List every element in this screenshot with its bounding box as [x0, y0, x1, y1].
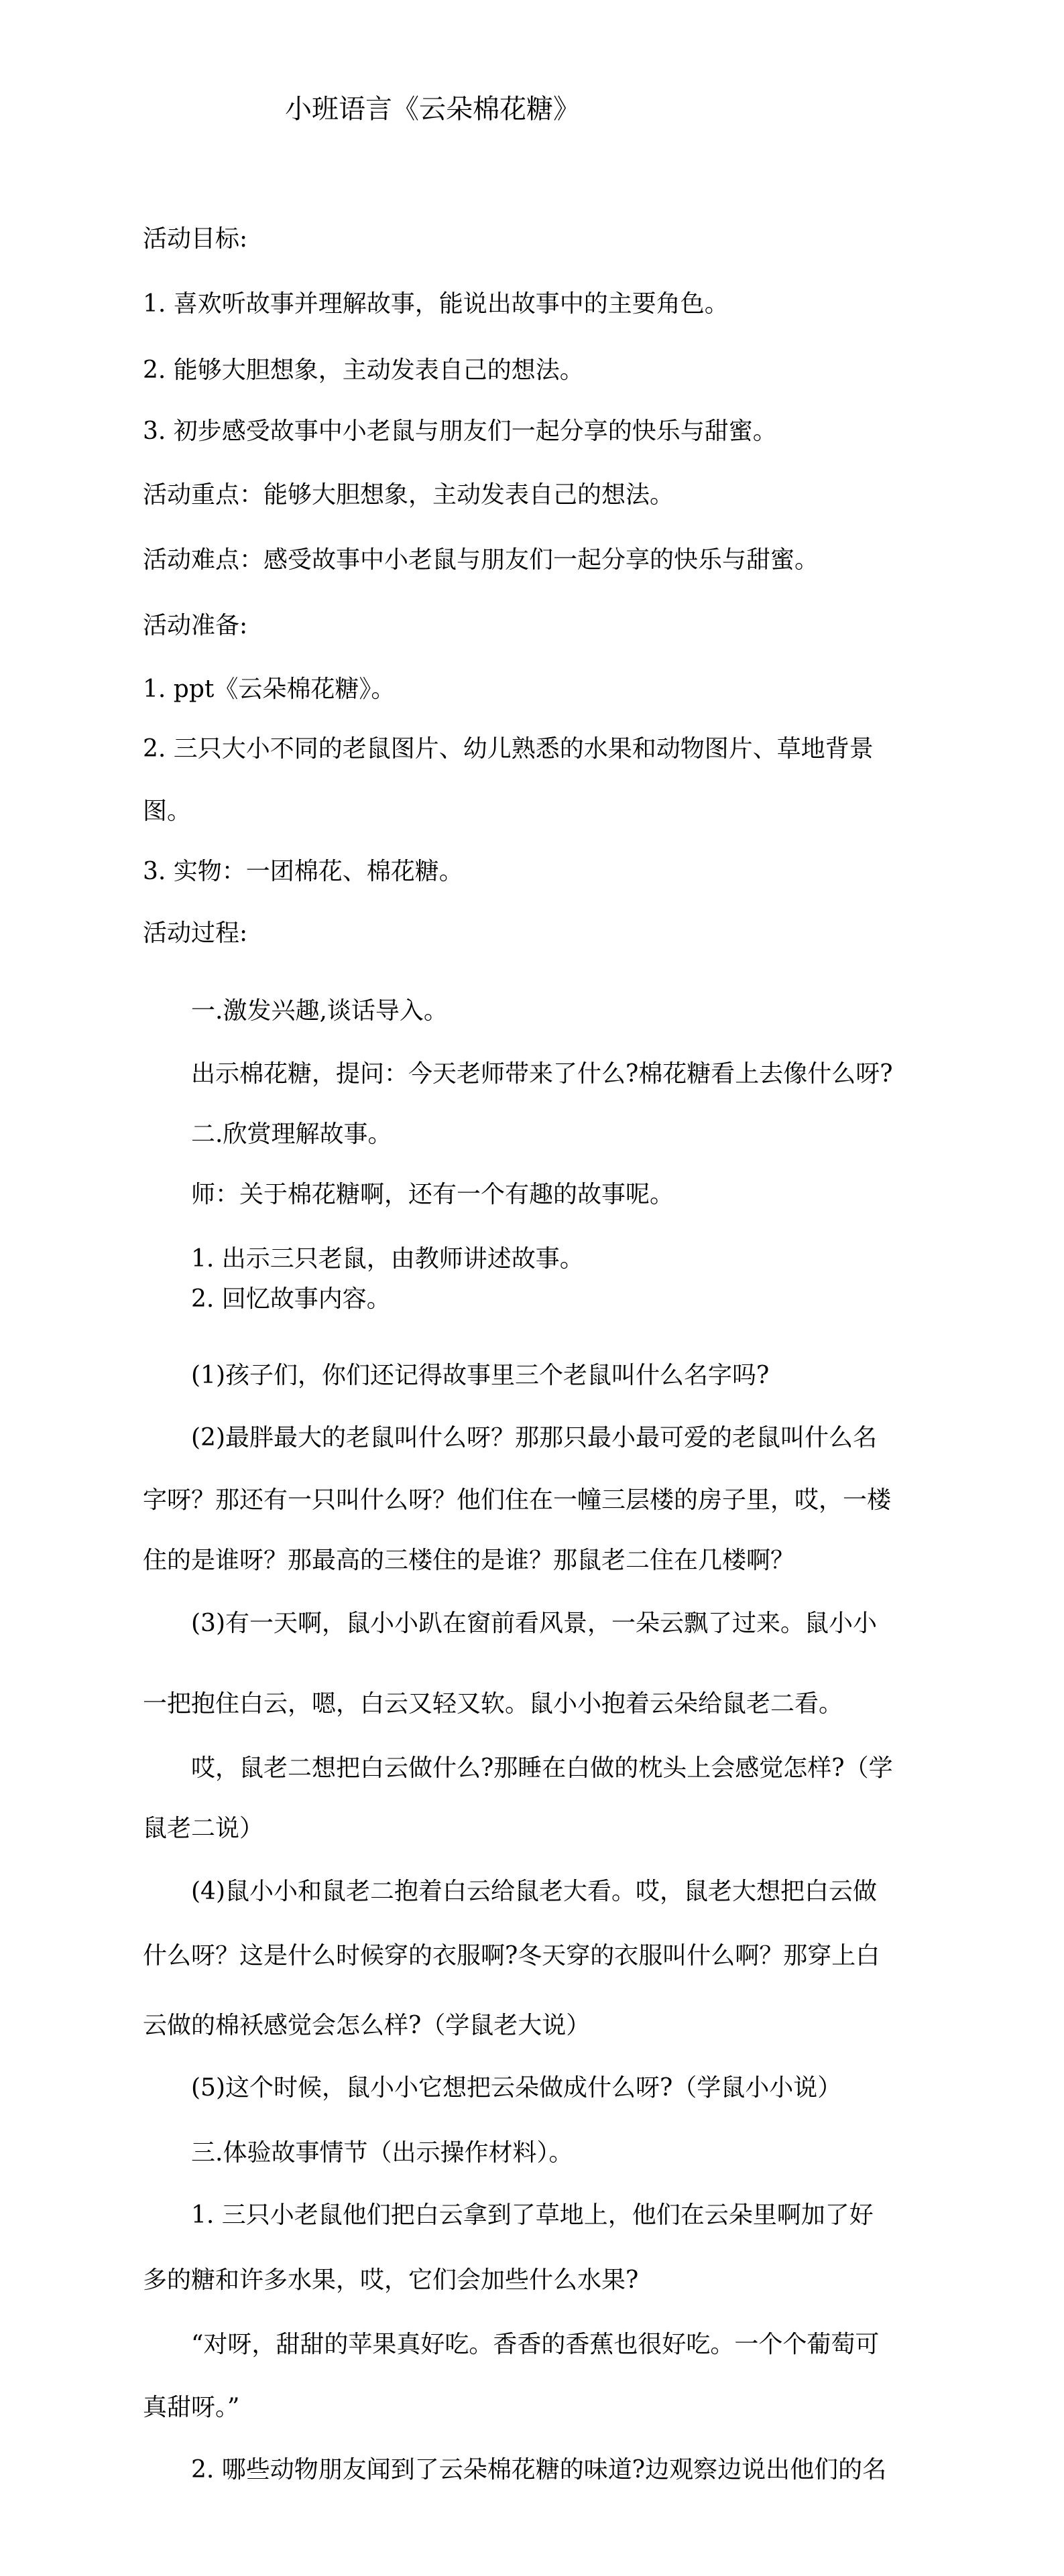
text-line-list-item: 2. 回忆故事内容。 [191, 1285, 391, 1313]
text-line-paragraph: 活动难点：感受故事中小老鼠与朋友们一起分享的快乐与甜蜜。 [143, 546, 819, 574]
text-line-question-continued: 住的是谁呀？那最高的三楼住的是谁？那鼠老二住在几楼啊？ [143, 1547, 795, 1574]
text-line-step-heading: 二.欣赏理解故事。 [191, 1120, 392, 1148]
text-line-question-continued: 字呀？那还有一只叫什么呀？他们住在一幢三层楼的房子里，哎，一楼 [143, 1486, 892, 1514]
text-line-quote: “对呀，甜甜的苹果真好吃。香香的香蕉也很好吃。一个个葡萄可 [191, 2331, 880, 2358]
text-line-list-item: 2. 三只大小不同的老鼠图片、幼儿熟悉的水果和动物图片、草地背景 [143, 735, 874, 763]
text-line-question: (5)这个时候，鼠小小它想把云朵做成什么呀?（学鼠小小说） [191, 2074, 842, 2102]
text-line-list-item: 2. 哪些动物朋友闻到了云朵棉花糖的味道?边观察边说出他们的名 [191, 2456, 887, 2484]
text-line-paragraph: 出示棉花糖，提问：今天老师带来了什么?棉花糖看上去像什么呀? [191, 1060, 893, 1088]
text-line-question-continued: 一把抱住白云，嗯，白云又轻又软。鼠小小抱着云朵给鼠老二看。 [143, 1690, 843, 1718]
text-line-list-item-continued: 图。 [143, 797, 192, 825]
text-line-paragraph: 哎，鼠老二想把白云做什么?那睡在白做的枕头上会感觉怎样?（学 [191, 1754, 893, 1782]
text-line-step-heading: 三.体验故事情节（出示操作材料）。 [191, 2139, 573, 2167]
text-line-list-item: 3. 实物：一团棉花、棉花糖。 [143, 858, 463, 885]
text-line-question: (2)最胖最大的老鼠叫什么呀？那那只最小最可爱的老鼠叫什么名 [191, 1424, 877, 1452]
text-line-list-item: 1. ppt《云朵棉花糖》。 [143, 675, 396, 703]
text-line-quote-continued: 真甜呀。” [143, 2394, 240, 2421]
text-line-section-heading: 活动准备: [143, 612, 248, 639]
text-line-list-item: 1. 三只小老鼠他们把白云拿到了草地上，他们在云朵里啊加了好 [191, 2201, 874, 2229]
page-title: 小班语言《云朵棉花糖》 [285, 94, 580, 125]
text-line-paragraph-continued: 鼠老二说） [143, 1815, 264, 1842]
text-line-question-continued: 云做的棉袄感觉会怎么样?（学鼠老大说） [143, 2012, 591, 2039]
text-line-question: (4)鼠小小和鼠老二抱着白云给鼠老大看。哎，鼠老大想把白云做 [191, 1878, 877, 1905]
text-line-section-heading: 活动过程: [143, 919, 248, 947]
text-line-list-item: 3. 初步感受故事中小老鼠与朋友们一起分享的快乐与甜蜜。 [143, 417, 777, 445]
text-line-list-item-continued: 多的糖和许多水果，哎，它们会加些什么水果? [143, 2266, 639, 2294]
text-line-question: (3)有一天啊，鼠小小趴在窗前看风景，一朵云飘了过来。鼠小小 [191, 1610, 877, 1637]
text-line-paragraph: 师：关于棉花糖啊，还有一个有趣的故事呢。 [191, 1181, 674, 1208]
text-line-list-item: 1. 喜欢听故事并理解故事，能说出故事中的主要角色。 [143, 290, 729, 318]
text-line-step-heading: 一.激发兴趣,谈话导入。 [191, 997, 448, 1025]
text-line-question-continued: 什么呀？这是什么时候穿的衣服啊?冬天穿的衣服叫什么啊？那穿上白 [143, 1942, 880, 1970]
text-line-question: (1)孩子们，你们还记得故事里三个老鼠叫什么名字吗? [191, 1362, 770, 1389]
text-line-list-item: 1. 出示三只老鼠，由教师讲述故事。 [191, 1245, 584, 1273]
text-line-section-heading: 活动目标: [143, 225, 248, 253]
text-line-paragraph: 活动重点：能够大胆想象，主动发表自己的想法。 [143, 481, 674, 509]
text-line-list-item: 2. 能够大胆想象，主动发表自己的想法。 [143, 357, 584, 384]
